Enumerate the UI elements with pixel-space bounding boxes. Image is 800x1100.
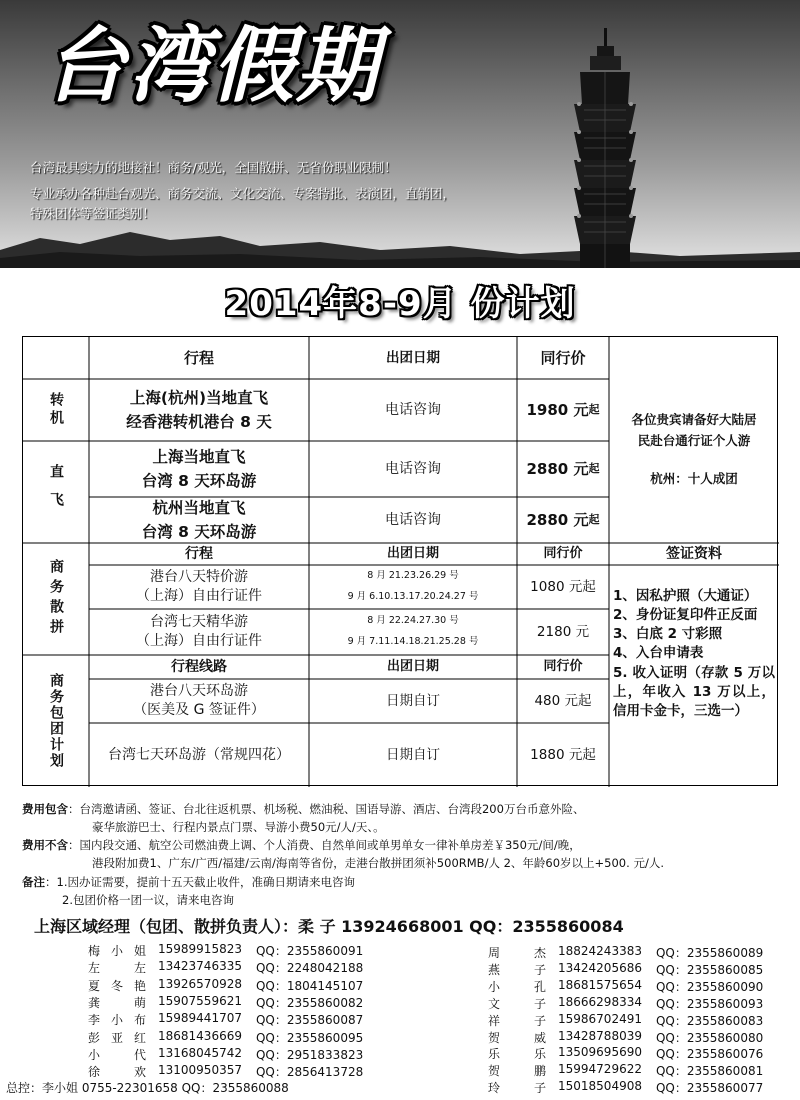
contact-phone: 18666298334 <box>558 994 642 1009</box>
route-line: （医美及 G 签证件） <box>133 702 265 718</box>
contact-phone: 18824243383 <box>558 944 642 958</box>
tagline-line-3: 特殊团体等签证类别！ <box>30 206 156 221</box>
contact-row <box>488 944 763 961</box>
price-value: 2880 元 <box>526 459 589 478</box>
contact-qq: QQ：2355860090 <box>655 979 764 994</box>
route-cell <box>89 379 309 441</box>
header-route: 行程 <box>183 348 214 367</box>
visa-item: 5. 收入证明（存款 5 万以上，年收入 13 万以上，信用卡金卡，三选一） <box>613 664 775 719</box>
contact-phone: 13428788039 <box>558 1028 642 1043</box>
fee-exclude-line-2: 港段附加费1、广东/广西/福建/云南/海南等省份，走港台散拼团须补500RMB/人 2、年龄60岁以上+500. 元/人. <box>92 856 664 870</box>
contact-phone: 13100950357 <box>158 1063 242 1078</box>
plan-title: 2014年8-9月 份计划 <box>224 284 576 324</box>
contact-phone: 15989915823 <box>158 942 242 956</box>
hq-contact-line: 总控：李小姐 0755-22301658 QQ：2355860088 <box>6 1081 289 1095</box>
loose-price-cell: 2180 元 <box>536 623 590 640</box>
contact-qq: QQ：2355860093 <box>655 996 764 1011</box>
contact-phone: 18681575654 <box>558 977 642 992</box>
contact-qq: QQ：2355860089 <box>655 946 764 960</box>
contact-row <box>488 1045 763 1062</box>
contact-row <box>488 978 763 995</box>
charter-header-route: 行程线路 <box>171 658 227 675</box>
charter-header-date: 出团日期 <box>386 659 439 675</box>
contact-qq: QQ：2355860076 <box>655 1047 764 1062</box>
contact-phone: 15994729622 <box>558 1062 642 1077</box>
contact-phone: 15989441707 <box>158 1011 242 1026</box>
group-business-charter-label: 商务包团计划 <box>48 673 65 769</box>
contact-qq: QQ：2355860085 <box>655 962 764 977</box>
charter-price-cell: 480 元起 <box>534 692 592 709</box>
date-line: 8 月 22.24.27.30 号 <box>367 615 459 627</box>
group-transfer <box>23 379 89 441</box>
contact-phone: 13168045742 <box>158 1045 242 1060</box>
contact-row <box>88 1011 363 1028</box>
group-transfer-label: 转机 <box>48 392 65 428</box>
visa-header: 签证资料 <box>666 545 722 562</box>
contact-name: 徐 欢 <box>88 1065 146 1080</box>
contact-name: 梅小姐 <box>88 944 146 958</box>
price-suffix: 起 <box>588 512 600 526</box>
remark-line-1 <box>22 874 355 890</box>
price-value: 2880 元 <box>526 510 589 529</box>
route-cell <box>89 497 309 543</box>
contact-qq: QQ：2355860083 <box>655 1013 764 1028</box>
contact-name: 彭亚红 <box>88 1030 146 1045</box>
contact-name: 贺 鹏 <box>488 1064 546 1079</box>
route-line: 台湾 8 天环岛游 <box>141 523 257 541</box>
visa-item: 3、白底 2 寸彩照 <box>613 626 723 643</box>
route-line: 港台八天特价游 <box>150 569 248 586</box>
contact-qq: QQ：2355860080 <box>655 1030 764 1045</box>
contact-row <box>88 1046 363 1063</box>
route-line: 台湾七天精华游 <box>150 614 248 631</box>
contact-phone: 18681436669 <box>158 1028 242 1043</box>
visa-item: 1、因私护照（大通证） <box>613 588 758 604</box>
contact-qq: QQ：2355860082 <box>255 995 364 1010</box>
charter-route-cell: 台湾七天环岛游（常规四花） <box>108 746 290 763</box>
contact-row <box>488 1079 763 1096</box>
contact-phone: 15986702491 <box>558 1011 642 1026</box>
group-direct <box>23 441 89 543</box>
contact-row <box>88 977 363 994</box>
contact-phone: 15907559621 <box>158 993 242 1008</box>
contact-name: 祥 子 <box>488 1013 546 1028</box>
contact-phone: 13423746335 <box>158 959 242 974</box>
contact-row <box>88 959 363 976</box>
contact-qq: QQ：2355860081 <box>655 1064 764 1079</box>
date-line: 8 月 21.23.26.29 号 <box>367 570 459 582</box>
contact-row <box>488 1062 763 1079</box>
route-line: 经香港转机港台 8 天 <box>126 413 272 431</box>
fee-include-line-1 <box>22 801 584 817</box>
charter-route-cell <box>89 679 309 723</box>
loose-route-cell <box>89 565 309 609</box>
price-cell <box>517 379 609 441</box>
group-business-charter <box>23 655 89 787</box>
route-line: （上海）自由行证件 <box>136 633 262 649</box>
route-line: 港台八天环岛游 <box>150 683 248 700</box>
contact-qq: QQ：2355860077 <box>655 1081 764 1096</box>
contact-qq: QQ：1804145107 <box>255 978 364 993</box>
price-value: 1980 元 <box>526 400 589 419</box>
contact-name: 小 代 <box>88 1047 146 1062</box>
header-date: 出团日期 <box>386 349 440 366</box>
fee-include-line-2: 豪华旅游巴士、行程内景点门票、导游小费50元/人/天、。 <box>92 820 385 834</box>
charter-date-cell: 日期自订 <box>386 746 440 763</box>
fee-include-label: 费用包含 <box>22 802 68 816</box>
route-line: 杭州当地直飞 <box>152 498 246 517</box>
contact-row <box>88 994 363 1011</box>
contact-name: 文 子 <box>488 996 546 1011</box>
contact-name: 夏冬艳 <box>88 978 146 993</box>
group-direct-label: 直飞 <box>48 464 65 520</box>
contact-name: 小 孔 <box>488 979 546 994</box>
fee-include-text: ：台湾邀请函、签证、台北往返机票、机场税、燃油税、国语导游、酒店、台湾段200万台币意外险、 <box>68 802 585 816</box>
loose-route-cell <box>89 609 309 655</box>
date-line: 9 月 7.11.14.18.21.25.28 号 <box>347 636 479 647</box>
group-business-loose <box>23 543 89 655</box>
contact-name: 龚 萌 <box>88 995 146 1010</box>
contact-name: 周 杰 <box>488 946 546 960</box>
itinerary-table <box>22 336 778 786</box>
loose-price-cell: 1080 元起 <box>530 578 596 595</box>
date-cell: 电话咨询 <box>385 401 441 418</box>
contact-name: 乐 乐 <box>488 1047 546 1062</box>
contact-qq: QQ：2355860087 <box>255 1013 364 1028</box>
contact-name: 左 左 <box>88 961 146 976</box>
contact-qq: QQ：2355860091 <box>255 944 364 958</box>
contact-phone: 13926570928 <box>158 976 242 991</box>
contact-phone: 15018504908 <box>558 1079 642 1094</box>
side-note <box>609 379 779 543</box>
price-cell <box>517 441 609 497</box>
contact-name: 李小布 <box>88 1013 146 1028</box>
loose-header-date: 出团日期 <box>386 546 439 562</box>
contact-row <box>88 1029 363 1046</box>
side-note-line: 各位贵宾请备好大陆居 <box>631 412 757 427</box>
contact-name: 贺 威 <box>488 1030 546 1045</box>
banner-title: 台湾假期 <box>44 19 380 114</box>
date-cell: 电话咨询 <box>385 511 441 528</box>
route-line: （上海）自由行证件 <box>136 588 262 604</box>
remark-line-2: 2.包团价格一团一议，请来电咨询 <box>62 893 234 907</box>
contact-row <box>488 995 763 1012</box>
side-note-line: 杭州：十人成团 <box>650 470 738 486</box>
price-cell <box>517 497 609 543</box>
contact-phone: 13509695690 <box>558 1045 642 1060</box>
contact-row <box>488 1029 763 1046</box>
remark-text: ：1.因办证需要，提前十五天截止收件，准确日期请来电咨询 <box>45 875 355 889</box>
date-line: 9 月 6.10.13.17.20.24.27 号 <box>347 591 479 602</box>
price-suffix: 起 <box>588 461 600 475</box>
contact-row <box>88 942 363 959</box>
loose-date-cell <box>309 565 517 609</box>
side-note-line: 民赴台通行证个人游 <box>637 433 751 449</box>
fee-exclude-line-1 <box>22 837 581 853</box>
loose-header-route: 行程 <box>185 545 213 562</box>
charter-header-price: 同行价 <box>543 659 583 675</box>
contact-name: 燕 子 <box>488 962 546 977</box>
fee-exclude-label: 费用不含 <box>22 838 68 852</box>
contact-qq: QQ：2856413728 <box>255 1065 364 1080</box>
group-business-loose-label: 商务散拼 <box>48 559 65 639</box>
route-line: 上海(杭州)当地直飞 <box>129 388 269 407</box>
remark-label: 备注 <box>22 875 45 889</box>
visa-item: 2、身份证复印件正反面 <box>613 607 758 624</box>
contact-row <box>88 1063 363 1080</box>
header-banner <box>0 0 800 268</box>
header-price: 同行价 <box>540 348 586 367</box>
contact-qq: QQ：2248042188 <box>255 961 364 976</box>
loose-header-price: 同行价 <box>543 546 583 562</box>
date-cell: 电话咨询 <box>385 460 441 477</box>
regional-manager-line: 上海区域经理（包团、散拼负责人）：柔 子 13924668001 QQ：2355860084 <box>34 917 624 936</box>
contact-name: 玲 子 <box>488 1081 546 1096</box>
visa-requirements <box>613 587 775 721</box>
charter-price-cell: 1880 元起 <box>530 746 596 763</box>
route-cell <box>89 441 309 497</box>
contact-qq: QQ：2951833823 <box>255 1047 364 1062</box>
contact-qq: QQ：2355860095 <box>255 1030 364 1045</box>
visa-item: 4、入台申请表 <box>613 645 704 662</box>
contact-row <box>488 961 763 978</box>
tagline-line-1: 台湾最具实力的地接社！商务/观光，全国散拼、无省份职业限制！ <box>30 160 397 175</box>
tagline-line-2: 专业承办各种赴台观光、商务交流、文化交流、专案特批、表演团，直销团， <box>30 186 456 201</box>
fee-exclude-text: ：国内段交通、航空公司燃油费上调、个人消费、自然单间或单男单女一律补单房差￥350元/间/晚， <box>68 838 581 852</box>
price-suffix: 起 <box>588 402 600 416</box>
contact-row <box>488 1012 763 1029</box>
charter-date-cell: 日期自订 <box>386 692 440 709</box>
route-line: 上海当地直飞 <box>152 447 246 466</box>
contact-phone: 13424205686 <box>558 960 642 975</box>
route-line: 台湾 8 天环岛游 <box>141 472 257 490</box>
loose-date-cell <box>309 609 517 655</box>
